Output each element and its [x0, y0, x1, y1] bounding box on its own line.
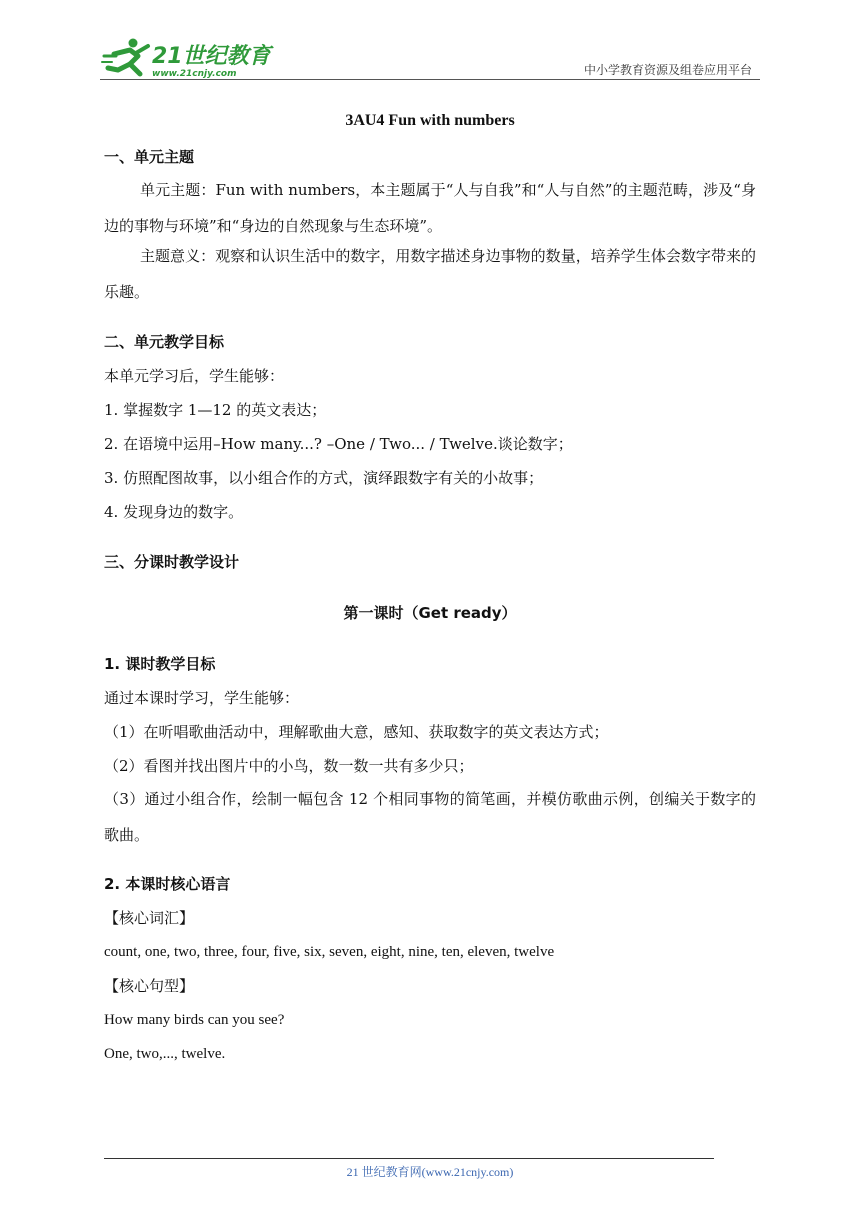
section-1-heading: 一、单元主题: [104, 148, 195, 166]
lesson-title: 第一课时（Get ready）: [343, 604, 517, 622]
svg-text:www.21cnjy.com: www.21cnjy.com: [152, 69, 237, 79]
core-vocab-list: count, one, two, three, four, five, six, seven, eight, nine, ten, eleven, twelve: [104, 944, 555, 960]
core-sentence-2: One, two,..., twelve.: [104, 1046, 226, 1062]
lesson-goal-item-2: （2）看图并找出图片中的小鸟，数一数一共有多少只；: [104, 757, 474, 775]
header-platform-text: 中小学教育资源及组卷应用平台: [583, 63, 752, 77]
section-2-heading: 二、单元教学目标: [104, 333, 225, 351]
section-2-intro: 本单元学习后，学生能够：: [104, 367, 285, 385]
page-header: [100, 36, 760, 80]
svg-text:21世纪教育: 21世纪教育: [152, 44, 271, 69]
core-sentence-label: 【核心句型】: [104, 977, 195, 995]
objective-item-4: 4. 发现身边的数字。: [104, 503, 244, 521]
lesson-goal-item-3: （3）通过小组合作，绘制一幅包含 12 个相同事物的简笔画，并模仿歌曲示例，创编关于数字的歌曲。: [104, 790, 756, 844]
objective-item-1: 1. 掌握数字 1—12 的英文表达；: [104, 401, 327, 419]
footer-text: 21 世纪教育网(www.21cnjy.com): [346, 1165, 514, 1179]
lesson-goal-intro: 通过本课时学习，学生能够：: [104, 689, 300, 707]
core-language-heading: 2. 本课时核心语言: [104, 875, 231, 893]
footer-divider: [104, 1158, 714, 1159]
objective-item-2: 2. 在语境中运用–How many...? –One / Two... / Twelve.谈论数字；: [104, 435, 573, 453]
section-3-heading: 三、分课时教学设计: [104, 553, 240, 571]
core-sentence-1: How many birds can you see?: [104, 1012, 285, 1028]
objective-item-3: 3. 仿照配图故事，以小组合作的方式，演绎跟数字有关的小故事；: [104, 469, 544, 487]
section-1-paragraph-1: 单元主题：Fun with numbers，本主题属于“人与自我”和“人与自然”的主题范畴，涉及“身边的事物与环境”和“身边的自然现象与生态环境”。: [104, 181, 756, 235]
core-vocab-label: 【核心词汇】: [104, 909, 195, 927]
lesson-goal-item-1: （1）在听唱歌曲活动中，理解歌曲大意，感知、获取数字的英文表达方式；: [104, 723, 609, 741]
document-title: 3AU4 Fun with numbers: [345, 112, 515, 129]
logo-21cnjy: [100, 36, 300, 80]
lesson-goal-heading: 1. 课时教学目标: [104, 655, 216, 673]
header-divider: [100, 79, 760, 80]
section-1-paragraph-2: 主题意义：观察和认识生活中的数字，用数字描述身边事物的数量，培养学生体会数字带来的乐趣。: [104, 247, 756, 301]
